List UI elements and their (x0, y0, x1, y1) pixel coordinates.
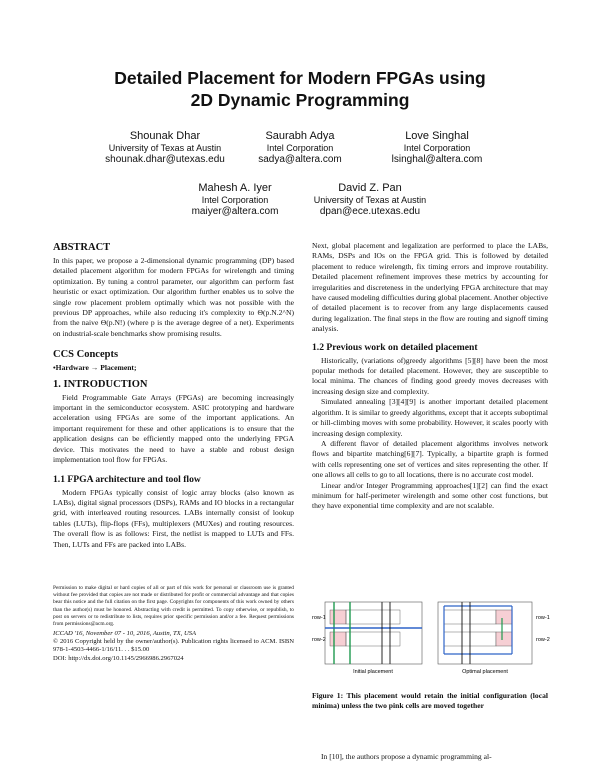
author-email[interactable]: maiyer@altera.com (191, 206, 279, 217)
row-cell-block (346, 632, 400, 646)
author-name: David Z. Pan (338, 182, 402, 194)
row-1-label-left: row-1 (312, 615, 326, 621)
permission-text: Permission to make digital or hard copies of all or part of this work for personal or classroom use is granted without fee provided that copies are not made or distributed for profit or commercial advantage and that copies bear this notice and the full citation on the first page. Copyrights for components of this work owned by others than the author(s) must be honored. Abstracting with credit is permitted. To copy otherwise, or republish, to post on servers or to redistribute to lists, requires prior specific permission and/or a fee. Request permissions from permissions@acm.org. (53, 585, 294, 628)
author-affiliation: University of Texas at Austin (108, 143, 222, 153)
section-1-2-heading: 1.2 Previous work on detailed placement (312, 341, 478, 353)
pink-cell (496, 632, 512, 646)
pink-cell (330, 610, 346, 624)
row-1-label-right: row-1 (536, 615, 550, 621)
abstract-text: In this paper, we propose a 2-dimensional dynamic programming (DP) based detailed placement algorithm for modern FPGAs for wirelength and timing optimization. By tuning a control parameter, our algorithm can perform fast heuristic or exact optimization. Our algorithm further enables us to solve the single row placement problem optimally which was not possible with the previous DP approaches, while also reducing it's complexity to Θ(p.N.2^N) from the naive Θ(p.N!) (where p is the average degree of a net). Experiments on industrial-scale benchmarks show promising results. (53, 256, 294, 338)
row-2-label-left: row-2 (312, 637, 326, 643)
doi-link[interactable]: DOI: http://dx.doi.org/10.1145/2966986.2967024 (53, 655, 184, 663)
left-column (53, 241, 294, 550)
initial-placement-panel (312, 602, 422, 675)
intro-text: Field Programmable Gate Arrays (FPGAs) are becoming increasingly important in the semiconductor ecosystem. ASIC prototyping and hardware acceleration using FPGAs are some of the important applications. An important requirement for these and other applications is to ensure that the application designs can be efficiently mapped onto the underlying FPGA device. This motivates the need to have a stable and robust design implementation tool flow for FPGAs. (53, 392, 294, 465)
section-1-2-para-2: Simulated annealing [3][4][9] is another important detailed placement algorithm. It is similar to greedy algorithms, except that it accepts suboptimal or hill-climbing moves with some probability. However, it scales poorly with increasing design complexity. (312, 397, 548, 438)
intro-heading: 1. INTRODUCTION (53, 378, 148, 390)
author-email[interactable]: lsinghal@altera.com (391, 154, 483, 165)
permission-block (53, 585, 294, 663)
section-1-2-para-3: A different flavor of detailed placement algorithms involves network flows and bipartite matching[6][7]. Typically, a bipartite graph is formed with cells representing one set of vertices and sites representing the other. If one allows all cells to go to all locations, there is no accurate cost model. (312, 438, 548, 480)
initial-placement-label: Initial placement (353, 669, 393, 675)
figure-1-caption: Figure 1: This placement would retain the initial configuration (local minima) unless the two pink cells are moved together (312, 691, 548, 711)
right-column (312, 241, 548, 512)
author-affiliation: University of Texas at Austin (313, 195, 427, 205)
section-1-2-para-1: Historically, (variations of)greedy algorithms [5][8] have been the most popular methods for detailed placement. However, they are susceptible to local minima. The chances of finding good greedy moves decreases with increasing design size and complexity. (312, 355, 548, 396)
placement-region (438, 602, 532, 664)
optimal-placement-panel (438, 602, 550, 675)
section-1-1-text: Modern FPGAs typically consist of logic array blocks (also known as LABs), digital signal processors (DSPs), RAMs and IO blocks in a rectangular grid, with interleaved routing resources. LABs internally consist of lookup tables (LUTs), flip-flops (FFs), multiplexers (MUXes) and routing resources. The overall flow is as follows: First, the netlist is mapped to LUTs and FFs. Then, LUTs and FFs are packed into LABs. (53, 487, 294, 549)
section-1-1-heading: 1.1 FPGA architecture and tool flow (53, 473, 201, 485)
figure-1-diagram (312, 578, 548, 676)
optimal-placement-label: Optimal placement (462, 669, 508, 675)
author-name: Love Singhal (405, 130, 469, 142)
author-block-3 (352, 130, 522, 166)
author-name: Saurabh Adya (265, 130, 335, 142)
ccs-text: •Hardware → Placement; (53, 363, 137, 373)
author-affiliation: Intel Corporation (266, 143, 334, 153)
author-name: Shounak Dhar (129, 130, 201, 142)
copyright-info: © 2016 Copyright held by the owner/author(s). Publication rights licensed to ACM. ISBN 978-1-4503-4466-1/16/11. . . $15.00 (53, 638, 294, 654)
abstract-heading: ABSTRACT (53, 242, 111, 253)
author-affiliation: Intel Corporation (201, 195, 269, 205)
row-2-label-right: row-2 (536, 637, 550, 643)
pink-cell (496, 610, 512, 624)
last-paragraph-start: In [10], the authors propose a dynamic programming al- (321, 752, 492, 761)
paper-title-line-1: Detailed Placement for Modern FPGAs using (114, 68, 486, 88)
author-email[interactable]: dpan@ece.utexas.edu (319, 206, 421, 217)
author-affiliation: Intel Corporation (403, 143, 471, 153)
section-1-2-para-4: Linear and/or Integer Programming approaches[1][2] can find the exact minimum for half-perimeter wirelength and some other cost functions, but they have exponential time complexity and are not scalable. (312, 480, 548, 511)
ccs-heading: CCS Concepts (53, 349, 119, 361)
right-column-para-1: Next, global placement and legalization are performed to place the LABs, RAMs, DSPs and IOs on the FPGA grid. This is followed by detailed placement to reduce wirelength, fix timing errors and improve routability. Detailed placement refinement improves these metrics by accounting for irregularities and discreteness in the underlying FPGA architecture that may have caused modeling difficulties during global placement. Another objective of detailed placement is to recover from any large displacements caused during legalization. The final steps in the flow are routing and signoff timing analysis. (312, 241, 548, 334)
author-email[interactable]: shounak.dhar@utexas.edu (105, 154, 225, 165)
author-block-5 (285, 182, 455, 218)
conference-info: ICCAD '16, November 07 - 10, 2016, Austin, TX, USA (53, 630, 197, 638)
row-cell-block (346, 610, 400, 624)
author-email[interactable]: sadya@altera.com (258, 154, 342, 165)
figure-1 (312, 578, 548, 742)
pink-cell (330, 632, 346, 646)
paper-title-line-2: 2D Dynamic Programming (190, 90, 410, 110)
right-column-continuation (312, 752, 548, 762)
author-name: Mahesh A. Iyer (198, 182, 272, 194)
